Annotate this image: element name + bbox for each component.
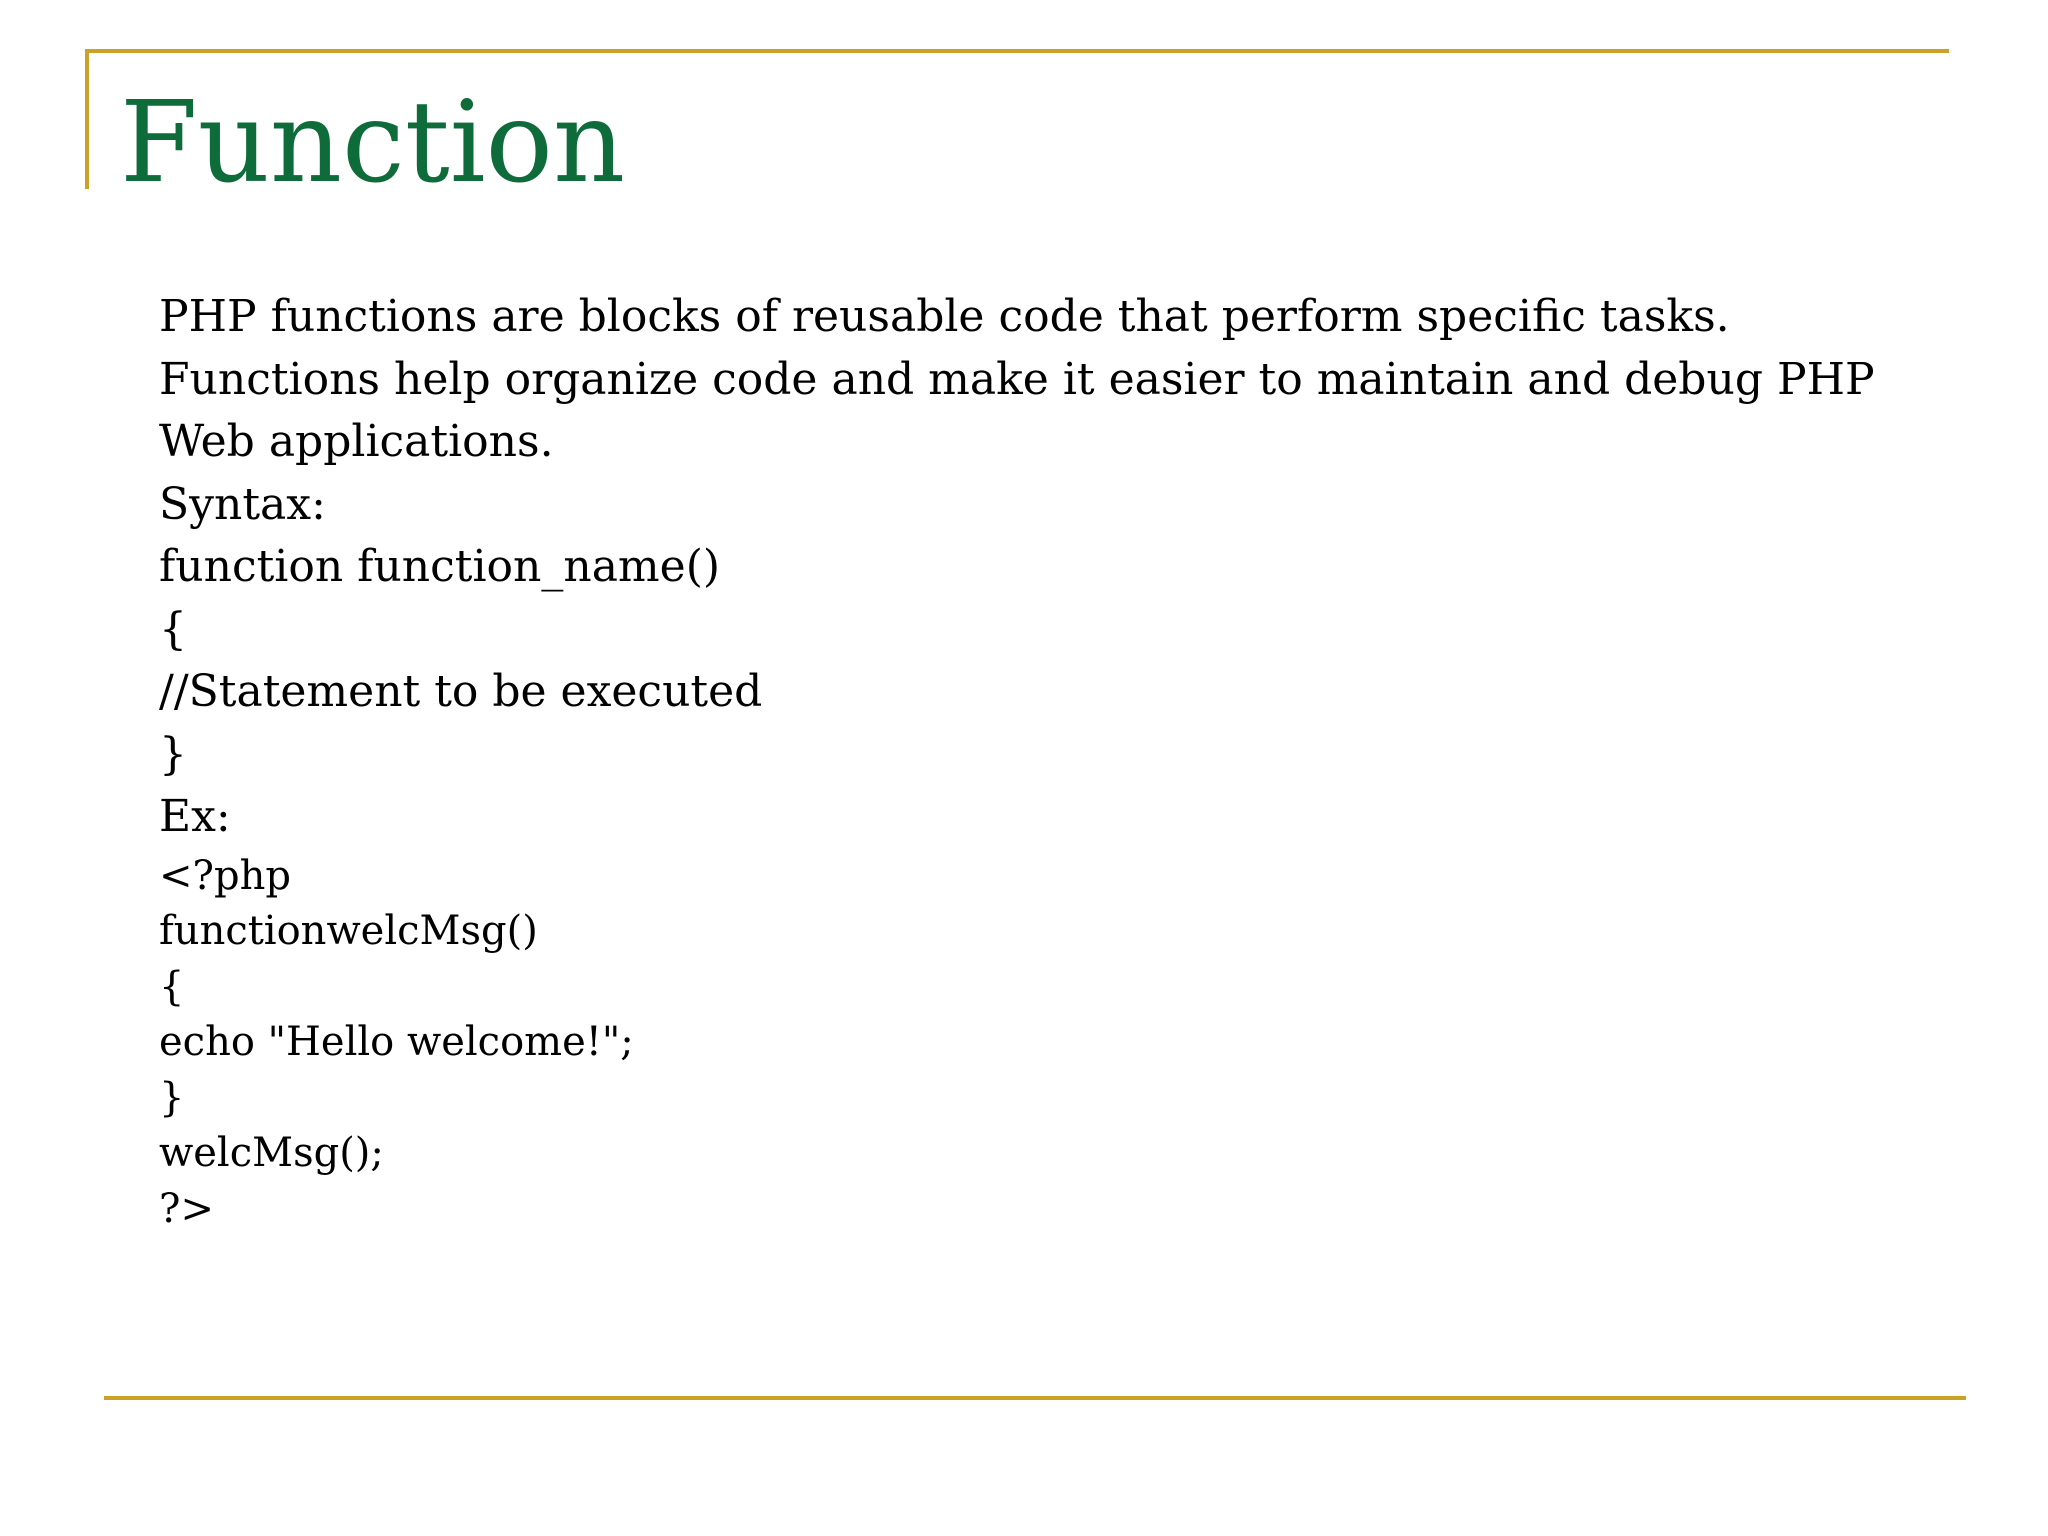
syntax-label: Syntax: [159, 478, 326, 530]
example-code-line: <?php [159, 852, 291, 899]
example-code-line: functionwelcMsg() [159, 908, 538, 954]
left-rule [85, 49, 89, 189]
intro-line: Functions help organize code and make it easier to maintain and debug PHP [159, 353, 1875, 405]
example-label: Ex: [159, 791, 231, 842]
intro-line: Web applications. [159, 416, 554, 467]
example-code-line: { [159, 963, 185, 1010]
example-code-line: ?> [159, 1185, 214, 1232]
top-rule [85, 49, 1949, 53]
syntax-line: //Statement to be executed [159, 666, 763, 717]
example-code-line: welcMsg(); [159, 1130, 384, 1176]
syntax-line: { [159, 603, 187, 655]
example-code-line: } [159, 1074, 185, 1121]
syntax-line: function function_name() [159, 541, 721, 592]
slide-body [159, 286, 1969, 1237]
bottom-rule [104, 1396, 1966, 1400]
syntax-line: } [159, 728, 187, 780]
intro-line: PHP functions are blocks of reusable code that perform specific tasks. [159, 291, 1730, 342]
slide-title: Function [120, 78, 626, 208]
example-code-line: echo "Hello welcome!"; [159, 1019, 634, 1065]
